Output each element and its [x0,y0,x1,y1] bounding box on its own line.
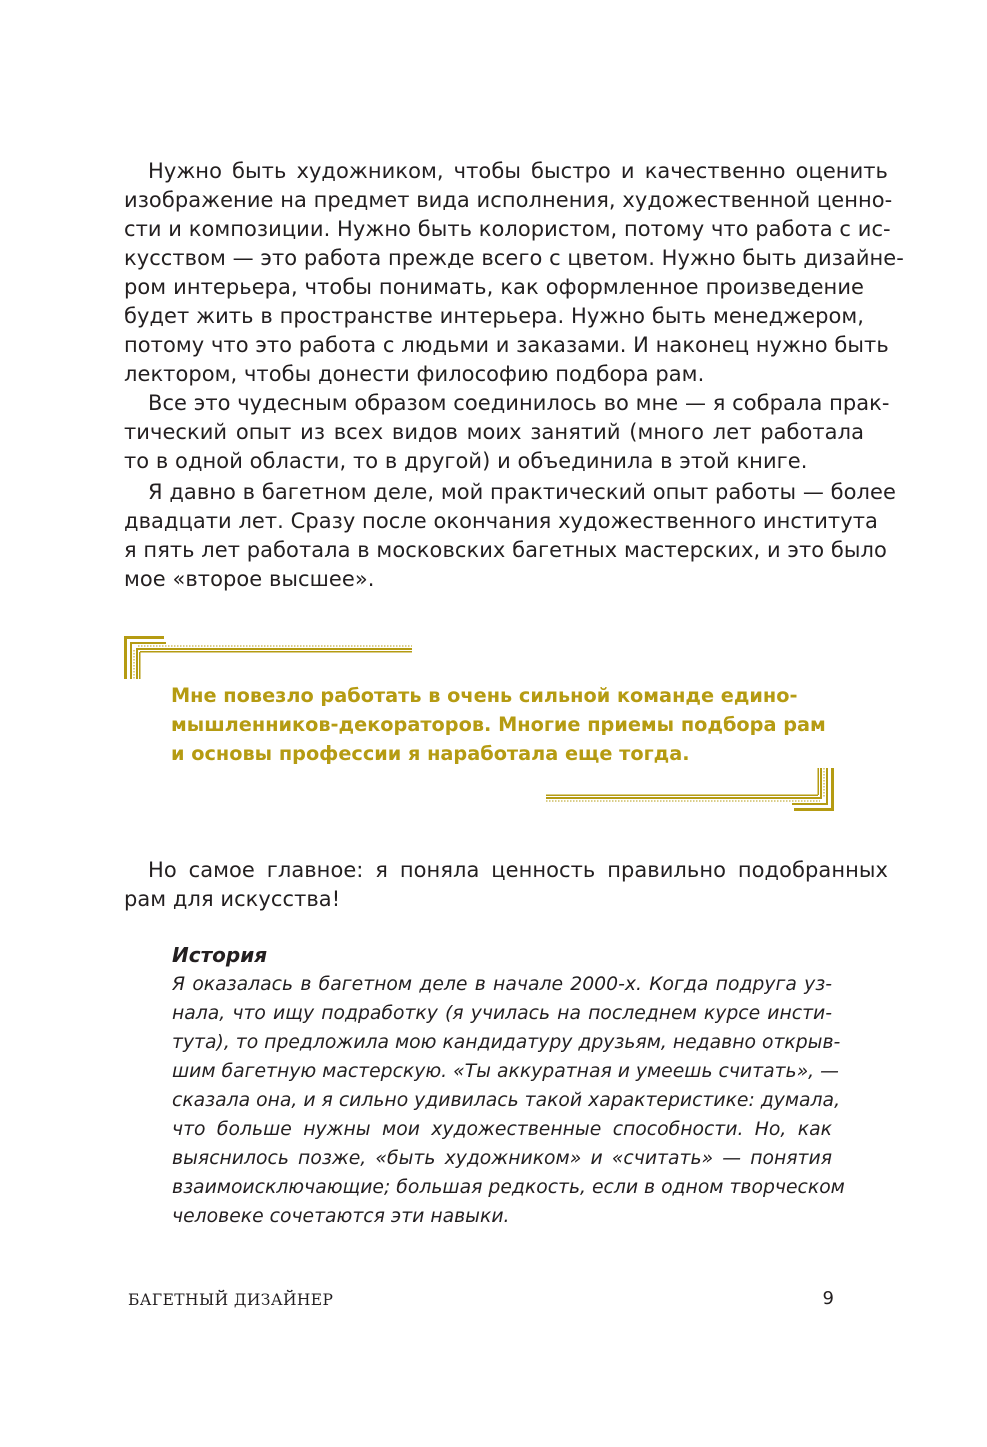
running-footer-title: БАГЕТНЫЙ ДИЗАЙНЕР [128,1291,334,1309]
body-line: Все это чудесным образом соединилось во мне — я собрала прак- [148,391,890,415]
body-line: Я давно в багетном деле, мой практический опыт работы — более [148,480,896,504]
body-line: лектором, чтобы донести философию подбора рам. [124,362,705,386]
quote-line: мышленников-декораторов. Многие приемы подбора рам [171,713,826,736]
body-line: рам для искусства! [124,887,341,911]
body-line: ром интерьера, чтобы понимать, как оформленное произведение [124,275,864,299]
body-line: изображение на предмет вида исполнения, художественной ценно- [124,188,893,212]
page-number: 9 [822,1288,834,1309]
body-line: я пять лет работала в московских багетных мастерских, и это было [124,538,887,562]
body-line: сти и композиции. Нужно быть колористом, потому что работа с ис- [124,217,891,241]
story-line: Я оказалась в багетном деле в начале 2000-х. Когда подруга уз- [172,974,832,995]
body-line: мое «второе высшее». [124,567,375,591]
story-line: сказала она, и я сильно удивилась такой характеристике: думала, [172,1090,841,1111]
body-line: Но самое главное: я поняла ценность правильно подобранных [148,858,888,882]
story-line: выяснилось позже, «быть художником» и «считать» — понятия [172,1148,832,1169]
story-title: История [172,943,268,967]
body-line: будет жить в пространстве интерьера. Нужно быть менеджером, [124,304,864,328]
body-line: то в одной области, то в другой) и объединила в этой книге. [124,449,808,473]
story-line: шим багетную мастерскую. «Ты аккуратная и умеешь считать», — [172,1061,839,1082]
frame-corner-top-left-icon [124,636,412,679]
body-line: двадцати лет. Сразу после окончания художественного института [124,509,878,533]
body-line: Нужно быть художником, чтобы быстро и качественно оценить [148,159,888,183]
story-line: что больше нужны мои художественные способности. Но, как [172,1119,832,1140]
story-line: человеке сочетаются эти навыки. [172,1206,510,1227]
story-line: тута), то предложила мою кандидатуру друзьям, недавно открыв- [172,1032,841,1053]
quote-line: Мне повезло работать в очень сильной команде едино- [171,684,798,707]
quote-line: и основы профессии я наработала еще тогда. [171,742,690,765]
body-line: тический опыт из всех видов моих занятий (много лет работала [124,420,864,444]
frame-corner-bottom-right-icon [546,768,834,811]
body-line: кусством — это работа прежде всего с цветом. Нужно быть дизайне- [124,246,904,270]
story-line: взаимоисключающие; большая редкость, если в одном творческом [172,1177,845,1198]
body-line: потому что это работа с людьми и заказами. И наконец нужно быть [124,333,889,357]
story-line: нала, что ищу подработку (я училась на последнем курсе инсти- [172,1003,832,1024]
